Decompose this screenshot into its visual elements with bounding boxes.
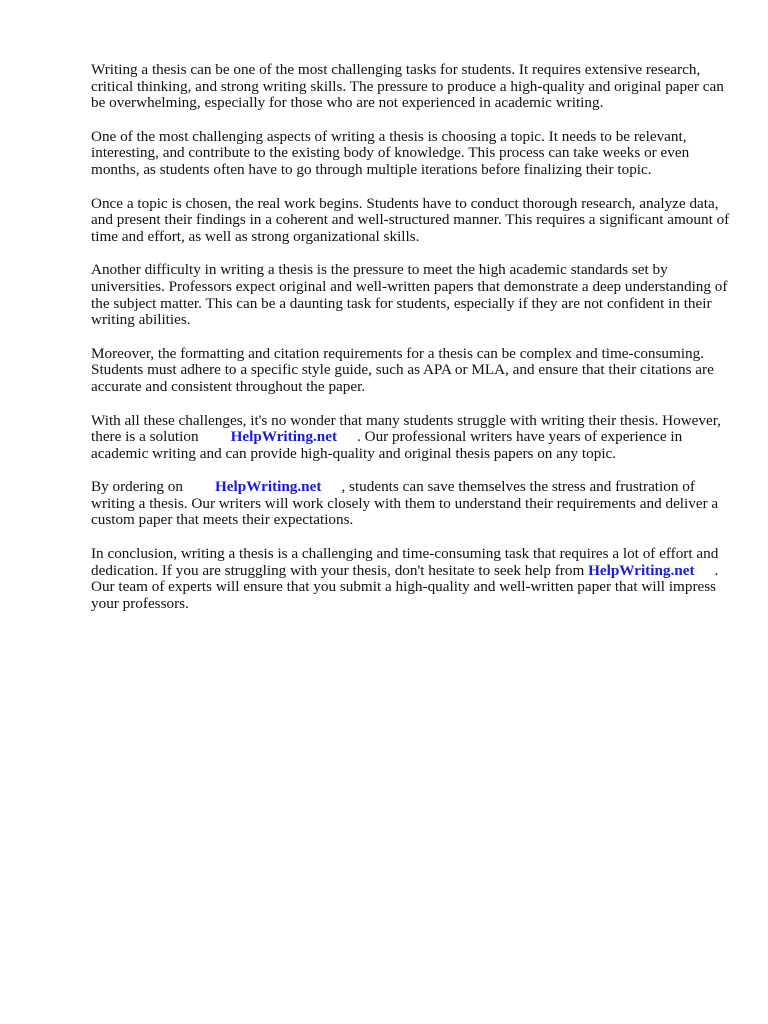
helpwriting-link-3[interactable]: HelpWriting.net (588, 561, 695, 579)
paragraph-ordering (91, 479, 731, 529)
paragraph-standards: Another difficulty in writing a thesis is the pressure to meet the high academic standards set by universities. Professors expect original and well-written papers that demonstrate a deep understanding of the subject matter. This can be a daunting task for students, especially if they are not confident in their writing abilities. (91, 261, 728, 329)
paragraph-research: Once a topic is chosen, the real work begins. Students have to conduct thorough research, analyze data, and present their findings in a coherent and well-structured manner. This requires a significant amount of time and effort, as well as strong organizational skills. (91, 194, 730, 245)
paragraph-solution-text-2: . Our professional writers have years of experience in academic writing and can provide high-quality and original thesis papers on any topic. (91, 428, 683, 462)
helpwriting-link-1[interactable]: HelpWriting.net (230, 428, 338, 446)
document-page (91, 62, 731, 629)
paragraph-solution-text-1: With all these challenges, it's no wonder that many students struggle with writing their thesis. However, there is a solution (91, 411, 721, 446)
paragraph-formatting: Moreover, the formatting and citation requirements for a thesis can be complex and time-consuming. Students must adhere to a specific style guide, such as APA or MLA, and ensure that their citations are accurate and consistent throughout the paper. (91, 344, 714, 395)
helpwriting-link-2[interactable]: HelpWriting.net (214, 478, 322, 496)
paragraph-conclusion-text-1: In conclusion, writing a thesis is a challenging and time-consuming task that requires a lot of effort and dedication. If you are struggling with your thesis, don't hesitate to seek help from (91, 545, 719, 579)
paragraph-conclusion (91, 546, 731, 612)
paragraph-solution (91, 413, 731, 463)
paragraph-ordering-text-2: , students can save themselves the stress and frustration of writing a thesis. Our writers will work closely with them to understand their requirements and deliver a custom paper that meets their expectations. (91, 478, 719, 529)
paragraph-intro: Writing a thesis can be one of the most challenging tasks for students. It requires extensive research, critical thinking, and strong writing skills. The pressure to produce a high-quality and original paper can be overwhelming, especially for those who are not experienced in academic writing. (91, 61, 724, 112)
paragraph-topic: One of the most challenging aspects of writing a thesis is choosing a topic. It needs to be relevant, interesting, and contribute to the existing body of knowledge. This process can take weeks or even months, as students often have to go through multiple iterations before finalizing their topic. (91, 127, 690, 178)
paragraph-conclusion-text-2: . Our team of experts will ensure that you submit a high-quality and well-written paper that will impress your professors. (91, 561, 719, 612)
paragraph-ordering-text-1: By ordering on (91, 478, 183, 496)
